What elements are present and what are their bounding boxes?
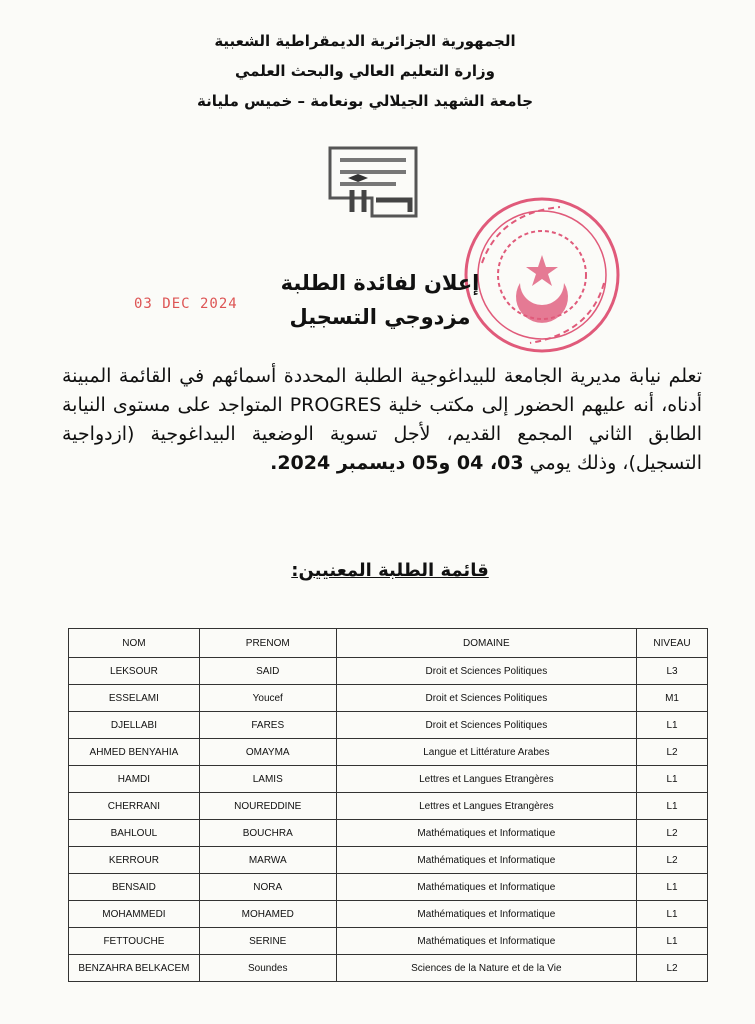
table-row <box>69 685 708 712</box>
table-row <box>69 874 708 901</box>
table-row <box>69 658 708 685</box>
cell-domaine: Mathématiques et Informatique <box>336 901 636 928</box>
cell-niveau: L2 <box>637 739 708 766</box>
cell-nom: LEKSOUR <box>69 658 200 685</box>
title-line-1: إعلان لفائدة الطلبة <box>280 271 480 295</box>
cell-nom: DJELLABI <box>69 712 200 739</box>
header-ministry: وزارة التعليم العالي والبحث العلمي <box>234 62 496 80</box>
cell-niveau: L2 <box>637 820 708 847</box>
cell-prenom: NORA <box>199 874 336 901</box>
list-title: قائمة الطلبة المعنيين: <box>291 560 489 581</box>
cell-nom: MOHAMMEDI <box>69 901 200 928</box>
cell-domaine: Droit et Sciences Politiques <box>336 685 636 712</box>
table-row <box>69 739 708 766</box>
cell-niveau: L1 <box>637 712 708 739</box>
cell-niveau: L1 <box>637 766 708 793</box>
cell-prenom: MOHAMED <box>199 901 336 928</box>
table-row <box>69 793 708 820</box>
table-row <box>69 847 708 874</box>
cell-domaine: Mathématiques et Informatique <box>336 928 636 955</box>
cell-domaine: Mathématiques et Informatique <box>336 874 636 901</box>
cell-niveau: L2 <box>637 847 708 874</box>
table-header-row <box>69 629 708 658</box>
cell-prenom: NOUREDDINE <box>199 793 336 820</box>
cell-domaine: Mathématiques et Informatique <box>336 820 636 847</box>
cell-domaine: Lettres et Langues Etrangères <box>336 793 636 820</box>
cell-prenom: Youcef <box>199 685 336 712</box>
cell-niveau: L1 <box>637 874 708 901</box>
cell-domaine: Lettres et Langues Etrangères <box>336 766 636 793</box>
table-row <box>69 901 708 928</box>
cell-nom: HAMDI <box>69 766 200 793</box>
cell-nom: BENSAID <box>69 874 200 901</box>
cell-nom: FETTOUCHE <box>69 928 200 955</box>
table-row <box>69 955 708 982</box>
cell-nom: AHMED BENYAHIA <box>69 739 200 766</box>
header-nom: NOM <box>69 629 200 658</box>
cell-prenom: BOUCHRA <box>199 820 336 847</box>
header <box>150 26 580 116</box>
announcement-body <box>62 362 702 478</box>
table-row <box>69 712 708 739</box>
cell-niveau: L1 <box>637 928 708 955</box>
cell-domaine: Droit et Sciences Politiques <box>336 712 636 739</box>
table-row <box>69 820 708 847</box>
header-domaine: DOMAINE <box>336 629 636 658</box>
cell-domaine: Langue et Littérature Arabes <box>336 739 636 766</box>
cell-nom: ESSELAMI <box>69 685 200 712</box>
cell-nom: KERROUR <box>69 847 200 874</box>
cell-domaine: Droit et Sciences Politiques <box>336 658 636 685</box>
cell-nom: BAHLOUL <box>69 820 200 847</box>
cell-niveau: L1 <box>637 793 708 820</box>
announcement-title <box>260 266 500 334</box>
header-prenom: PRENOM <box>199 629 336 658</box>
body-paragraph: تعلم نيابة مديرية الجامعة للبيداغوجية الطلبة المحددة أسمائهم في القائمة المبينة أدناه، أنه عليهم الحضور إلى مكتب خلية PROGRES المتواجد على مستوى النيابة الطابق الثاني المجمع القديم، لأجل تسوية الوضعية البيداغوجية (ازدواجية التسجيل)، وذلك يومي <box>62 365 702 474</box>
date-stamp: 03 DEC 2024 <box>134 296 238 312</box>
table-row <box>69 928 708 955</box>
cell-prenom: LAMIS <box>199 766 336 793</box>
cell-nom: BENZAHRA BELKACEM <box>69 955 200 982</box>
cell-prenom: OMAYMA <box>199 739 336 766</box>
cell-domaine: Sciences de la Nature et de la Vie <box>336 955 636 982</box>
header-niveau: NIVEAU <box>637 629 708 658</box>
cell-niveau: L1 <box>637 901 708 928</box>
header-republic: الجمهورية الجزائرية الديمقراطية الشعبية <box>214 32 516 50</box>
cell-niveau: L2 <box>637 955 708 982</box>
cell-niveau: L3 <box>637 658 708 685</box>
cell-nom: CHERRANI <box>69 793 200 820</box>
table-row <box>69 766 708 793</box>
cell-prenom: SERINE <box>199 928 336 955</box>
university-logo <box>312 138 432 228</box>
title-line-2: مزدوجي التسجيل <box>289 305 471 329</box>
cell-niveau: M1 <box>637 685 708 712</box>
cell-prenom: Soundes <box>199 955 336 982</box>
cell-prenom: MARWA <box>199 847 336 874</box>
cell-prenom: SAID <box>199 658 336 685</box>
header-university: جامعة الشهيد الجيلالي بونعامة – خميس مليانة <box>197 92 533 110</box>
body-dates: 03، 04 و05 ديسمبر 2024. <box>270 452 524 474</box>
cell-prenom: FARES <box>199 712 336 739</box>
cell-domaine: Mathématiques et Informatique <box>336 847 636 874</box>
students-table <box>68 628 708 982</box>
